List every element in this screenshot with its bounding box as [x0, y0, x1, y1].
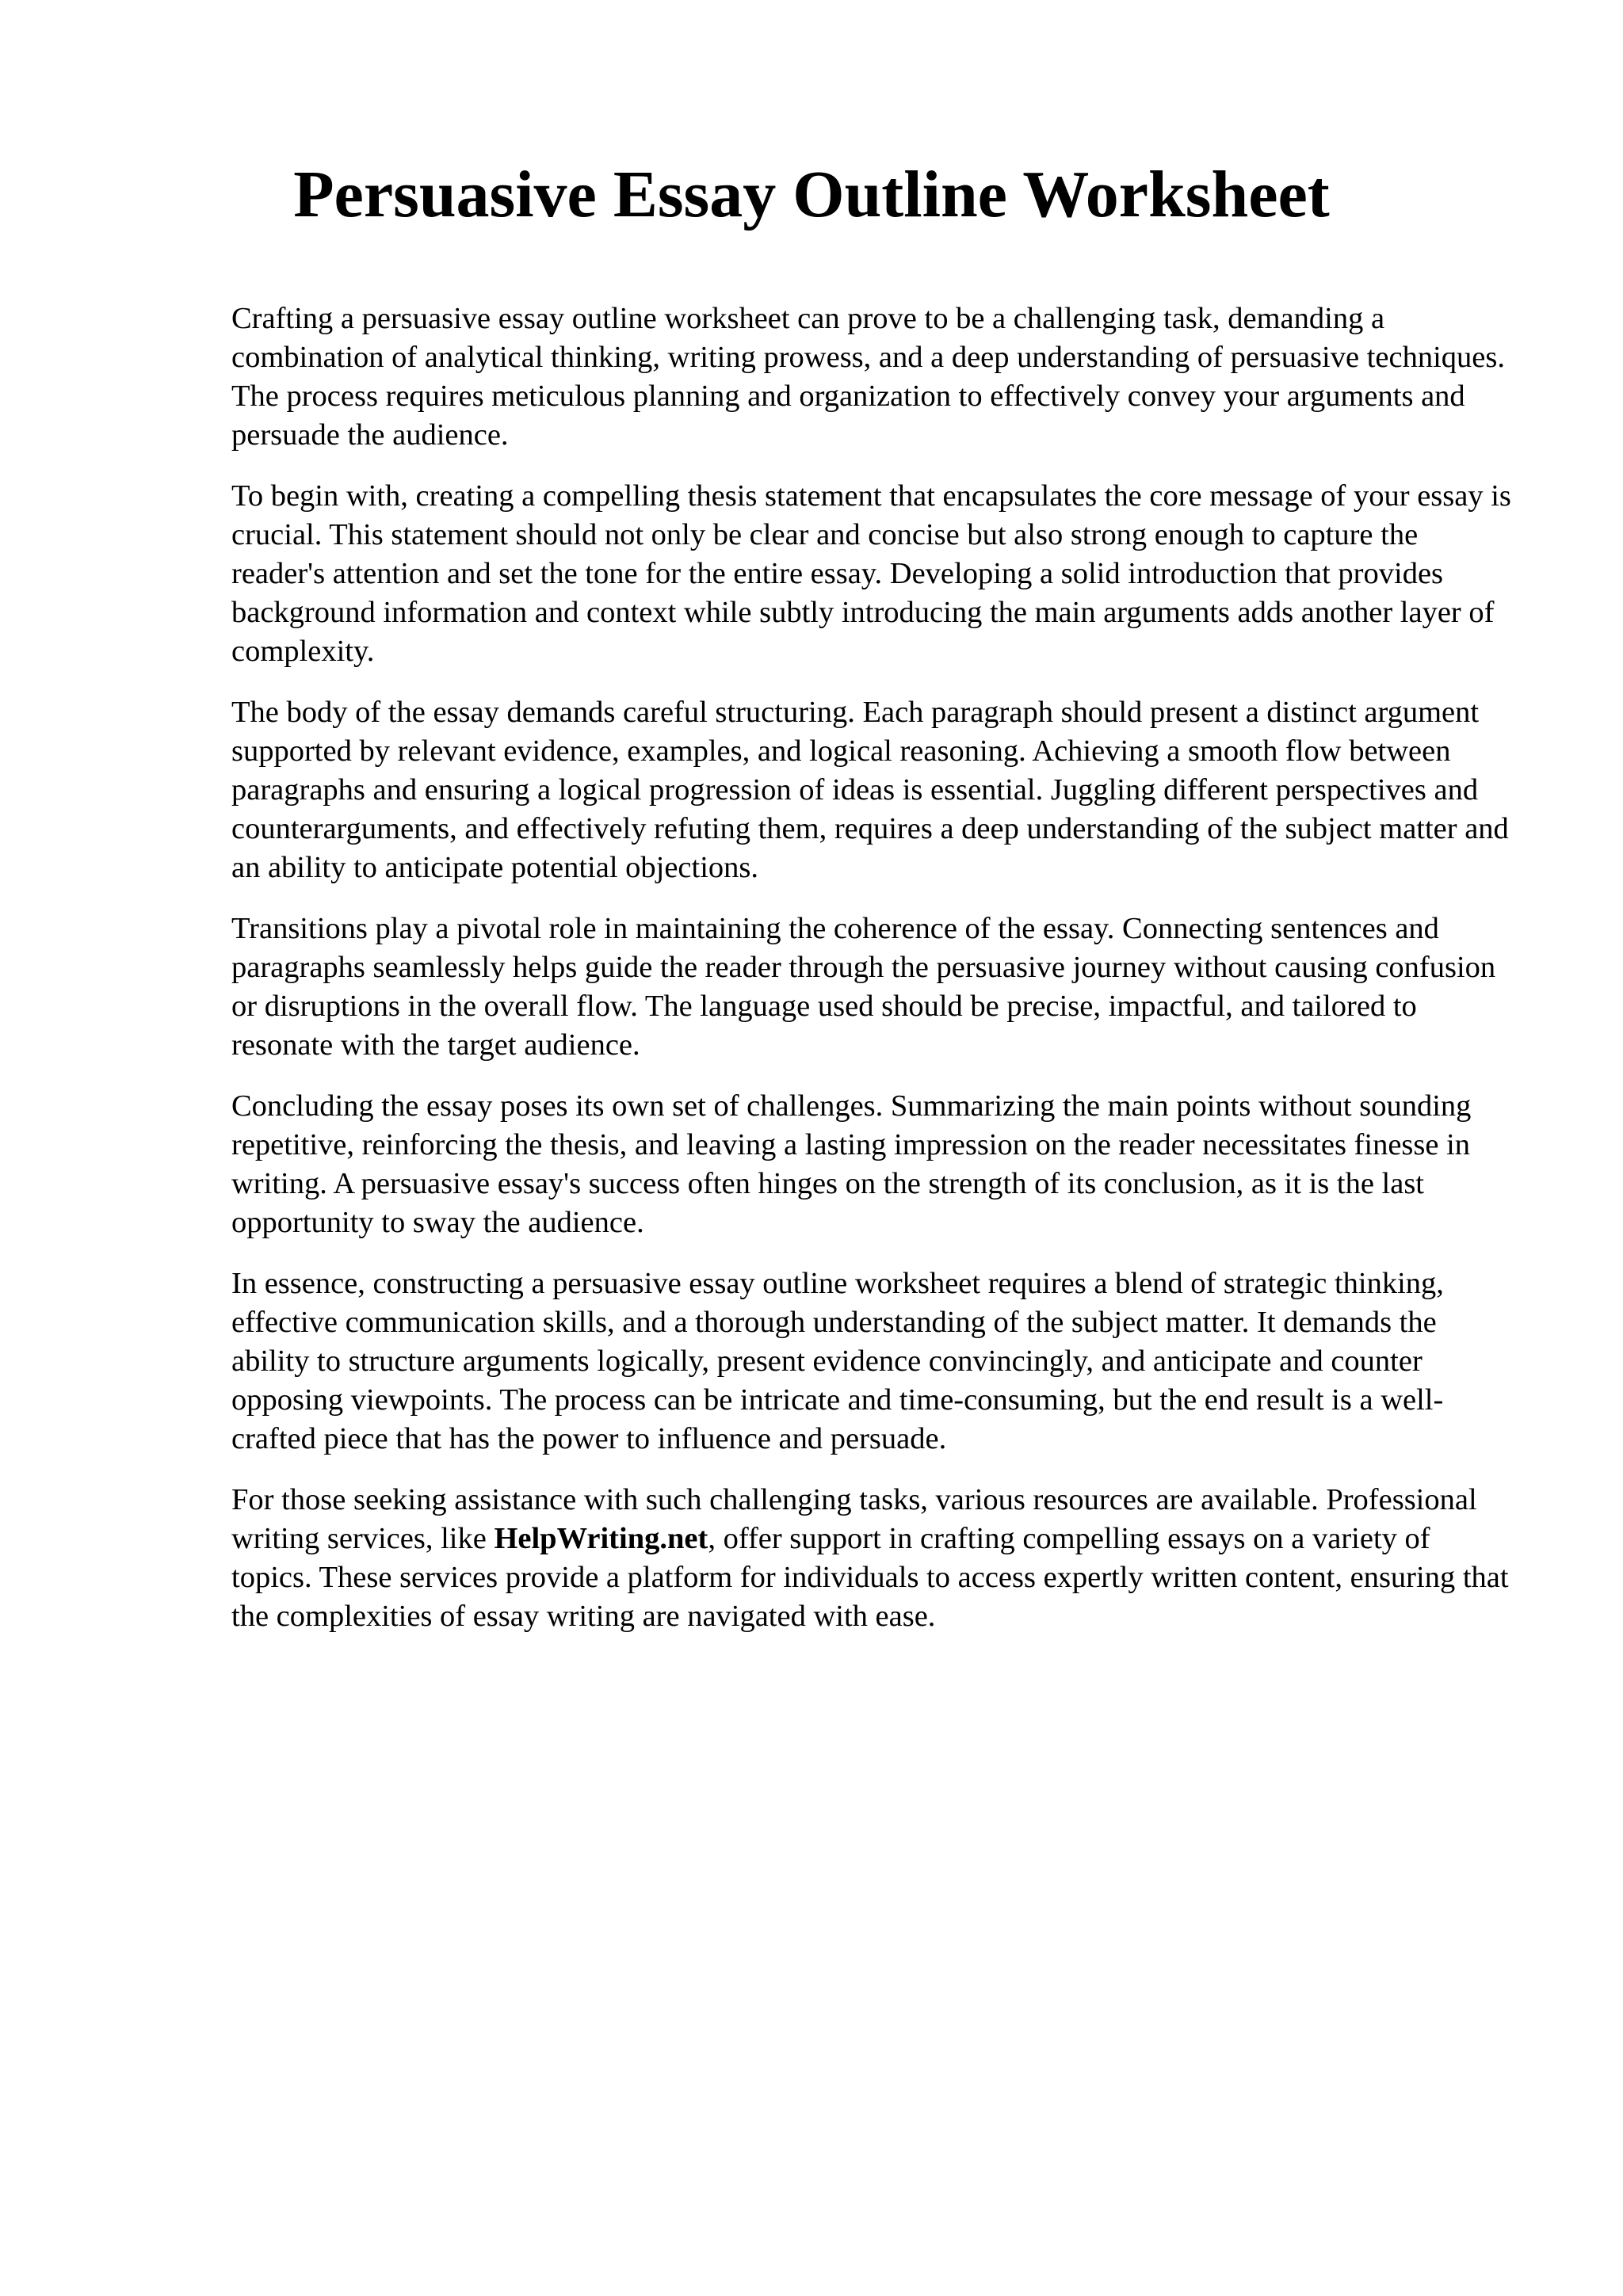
helpwriting-link[interactable]: HelpWriting.net — [494, 1522, 708, 1555]
paragraph-7-text-before: For those seeking assistance with such challenging tasks, various resources are available. Professional writing services, like — [231, 1483, 1477, 1555]
document-title: Persuasive Essay Outline Worksheet — [293, 158, 1330, 231]
paragraph-6: In essence, constructing a persuasive essay outline worksheet requires a blend of strategic thinking, effective communication skills, and a thorough understanding of the subject matter. It demands the ability to structure arguments logically, present evidence convincingly, and anticipate and counter opposing viewpoints. The process can be intricate and time-consuming, but the end result is a well-crafted piece that has the power to influence and persuade. — [231, 1267, 1444, 1455]
paragraph-3: The body of the essay demands careful structuring. Each paragraph should present a distinct argument supported by relevant evidence, examples, and logical reasoning. Achieving a smooth flow between paragraphs and ensuring a logical progression of ideas is essential. Juggling different perspectives and counterarguments, and effectively refuting them, requires a deep understanding of the subject matter and an ability to anticipate potential objections. — [231, 696, 1509, 884]
paragraph-1: Crafting a persuasive essay outline worksheet can prove to be a challenging task, demanding a combination of analytical thinking, writing prowess, and a deep understanding of persuasive techniques. The process requires meticulous planning and organization to effectively convey your arguments and persuade the audience. — [231, 302, 1505, 452]
paragraph-5: Concluding the essay poses its own set of challenges. Summarizing the main points without sounding repetitive, reinforcing the thesis, and leaving a lasting impression on the reader necessitates finesse in writing. A persuasive essay's success often hinges on the strength of its conclusion, as it is the last opportunity to sway the audience. — [231, 1089, 1472, 1239]
paragraph-2: To begin with, creating a compelling thesis statement that encapsulates the core message of your essay is crucial. This statement should not only be clear and concise but also strong enough to capture the reader's attention and set the tone for the entire essay. Developing a solid introduction that provides background information and context while subtly introducing the main arguments adds another layer of complexity. — [231, 479, 1511, 668]
paragraph-7-text-after: , offer support in crafting compelling essays on a variety of topics. These services provide a platform for individuals to access expertly written content, ensuring that the complexities of essay writing are navigated with ease. — [231, 1522, 1509, 1633]
document-body — [231, 299, 1515, 1658]
paragraph-7 — [231, 1481, 1515, 1636]
paragraph-4: Transitions play a pivotal role in maintaining the coherence of the essay. Connecting sentences and paragraphs seamlessly helps guide the reader through the persuasive journey without causing confusion or disruptions in the overall flow. The language used should be precise, impactful, and tailored to resonate with the target audience. — [231, 912, 1496, 1062]
